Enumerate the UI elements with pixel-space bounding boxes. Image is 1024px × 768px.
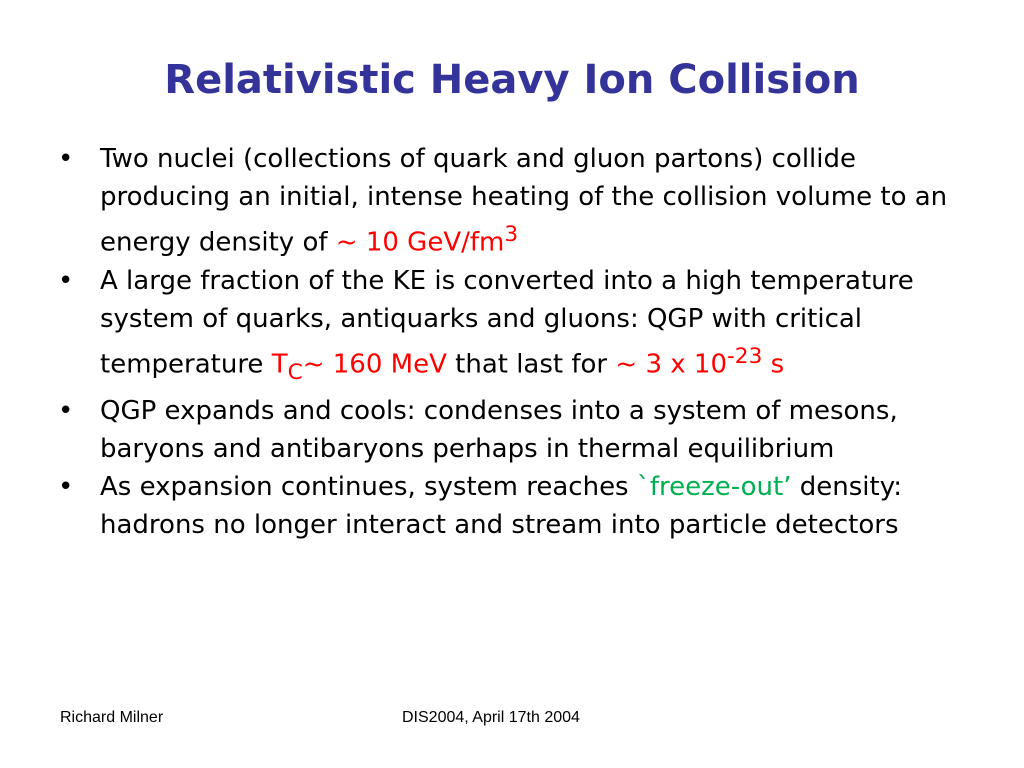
critical-temperature-subscript: C: [287, 359, 303, 385]
bullet-item: [58, 140, 978, 262]
bullet-marker: •: [58, 471, 74, 502]
lifetime-exponent: -23: [726, 343, 763, 369]
bullet-text: QGP expands and cools: condenses into a system of mesons, baryons and antibaryons perhaps in thermal equilibrium: [100, 395, 898, 464]
freeze-out-term: `freeze-out’: [636, 471, 792, 502]
slide-title: Relativistic Heavy Ion Collision: [164, 57, 860, 103]
critical-temperature-value: ~ 160 MeV: [302, 349, 447, 380]
energy-density-value: ~ 10 GeV/fm: [335, 227, 505, 258]
bullet-text: As expansion continues, system reaches: [100, 471, 637, 502]
bullet-marker: •: [58, 395, 74, 426]
energy-density-exponent: 3: [504, 222, 519, 247]
bullet-text: that last for: [446, 349, 616, 380]
bullet-text: density: hadrons no longer interact and stream into particle detectors: [100, 471, 902, 540]
bullet-item: [58, 468, 978, 544]
lifetime-value: ~ 3 x 10: [615, 349, 727, 380]
bullet-text: A large fraction of the KE is converted into a high temperature system of quarks, antiquarks and gluons: QGP with critical temperature: [100, 265, 914, 380]
critical-temperature-symbol: T: [271, 349, 288, 380]
footer-author: Richard Milner: [60, 709, 164, 726]
bullet-item: [58, 262, 978, 392]
footer-event: DIS2004, April 17th 2004: [402, 709, 580, 726]
lifetime-unit: s: [762, 349, 785, 380]
bullet-list: [58, 140, 978, 544]
bullet-item: [58, 392, 978, 468]
bullet-text: Two nuclei (collections of quark and gluon partons) collide producing an initial, intense heating of the collision volume to an energy density of: [100, 144, 948, 258]
bullet-marker: •: [58, 144, 74, 174]
bullet-marker: •: [58, 265, 74, 296]
